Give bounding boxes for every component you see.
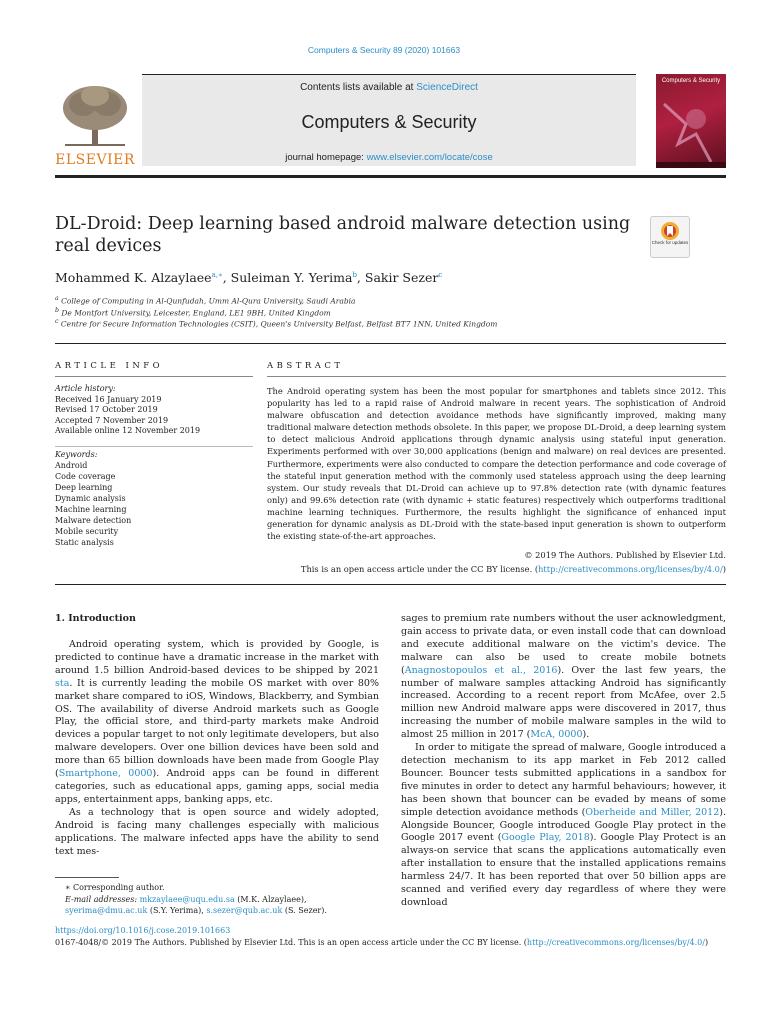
section-rule <box>55 584 726 585</box>
email-link[interactable]: mkzaylaee@uqu.edu.sa <box>139 894 235 904</box>
history-item: Revised 17 October 2019 <box>55 405 158 414</box>
article-history <box>55 384 255 437</box>
author-affiliation-mark[interactable]: b <box>352 270 357 279</box>
footnote-rule <box>55 877 119 878</box>
article-title: DL-Droid: Deep learning based android malware detection using real devices <box>55 214 631 256</box>
affiliation-text: De Montfort University, Leicester, England, LE1 9BH, United Kingdom <box>61 308 331 318</box>
keyword: Static analysis <box>55 538 114 547</box>
keyword: Code coverage <box>55 472 116 481</box>
email-owner: (S.Y. Yerima), <box>147 906 207 915</box>
header-top-rule <box>142 74 636 75</box>
citation-link[interactable]: McA, 0000 <box>530 729 583 741</box>
history-item: Available online 12 November 2019 <box>55 426 201 435</box>
text-run: ). Google Play Protect is an always-on service that scans the applications automatically even after installation to ensure that the installed applications remains harmless 24/7. It has been reported that over 50 billion apps are scanned and verified every day regardless of where they were download <box>401 832 726 908</box>
email-link[interactable]: s.sezer@qub.ac.uk <box>206 906 283 915</box>
publisher-name: ELSEVIER <box>55 152 135 168</box>
header-bottom-rule <box>55 175 726 178</box>
affiliation-text: College of Computing in Al-Qunfudah, Umm Al-Qura University, Saudi Arabia <box>61 296 356 306</box>
email-owner: (S. Sezer). <box>282 906 327 915</box>
journal-cover-image[interactable] <box>656 74 726 168</box>
cc-license-link[interactable]: http://creativecommons.org/licenses/by/4.0/ <box>538 564 723 574</box>
article-info-rule <box>55 376 253 377</box>
keyword: Mobile security <box>55 527 119 536</box>
history-item: Received 16 January 2019 <box>55 394 162 404</box>
doi-link[interactable]: https://doi.org/10.1016/j.cose.2019.101663 <box>55 926 231 935</box>
oa-prefix: This is an open access article under the CC BY license. ( <box>300 564 539 574</box>
abstract-heading: ABSTRACT <box>267 361 344 371</box>
keywords-label: Keywords: <box>55 450 98 459</box>
affiliation-mark: c <box>55 318 59 325</box>
keywords-rule <box>55 446 253 447</box>
author-name: Suleiman Y. Yerima <box>230 270 353 285</box>
affiliation <box>55 307 331 318</box>
citation-link[interactable]: Anagnostopoulos et al., 2016 <box>404 664 558 676</box>
text-run: . It is currently leading the mobile OS market with over 80% market share compared to iOS, Windows, Blackberry, and Symbian OS. The availability of diverse Android markets such as Google Play, the official store, and third-party markets make Android devices a popular target to not only legitimate developers, but also malware developers. Over one billion devices have been sold and more than 65 billion downloads have been made from Google Play ( <box>55 677 379 780</box>
body-paragraph <box>401 613 726 742</box>
elsevier-tree-icon <box>55 80 135 150</box>
affiliation <box>55 295 356 306</box>
homepage-prefix: journal homepage: <box>285 152 367 163</box>
sciencedirect-link[interactable]: ScienceDirect <box>416 82 478 93</box>
email-label: E-mail addresses: <box>65 894 140 904</box>
body-paragraph: As a technology that is open source and widely adopted, Android is facing many challenges especially with malicious applications. The malware infected apps have the ability to send text mes- <box>55 806 379 857</box>
body-column-left <box>55 639 379 858</box>
citation-link[interactable]: sta <box>55 677 70 689</box>
issn-license-line <box>55 938 755 947</box>
author-name: Sakir Sezer <box>364 270 439 285</box>
citation-link[interactable]: Smartphone, 0000 <box>58 768 153 780</box>
section-rule <box>55 343 726 344</box>
keywords-list <box>55 449 255 548</box>
abstract-rule <box>267 376 726 377</box>
cc-license-link[interactable]: http://creativecommons.org/licenses/by/4.0/ <box>526 938 705 947</box>
open-access-notice <box>267 564 726 574</box>
article-info-heading: ARTICLE INFO <box>55 361 164 371</box>
citation-link[interactable]: Google Play, 2018 <box>501 832 590 844</box>
issn-suffix: ) <box>704 938 709 947</box>
journal-title: Computers & Security <box>301 112 477 132</box>
corresponding-author-note: ∗ Corresponding author. <box>65 883 165 892</box>
keyword: Machine learning <box>55 505 127 514</box>
author-affiliation-mark[interactable]: c <box>438 270 443 279</box>
issn-text: 0167-4048/© 2019 The Authors. Published by Elsevier Ltd. This is an open access article under the CC BY license. ( <box>55 938 527 947</box>
contents-prefix: Contents lists available at <box>300 82 417 93</box>
text-run: In order to mitigate the spread of malware, Google introduced a detection mechanism to its app market in Feb 2012 called Bouncer. Bouncer tests submitted applications in a sandbox for five minutes in order to detect any harmful behaviours; however, it has been shown that bouncer can be evaded by means of some simple detection avoidance methods ( <box>401 742 726 818</box>
text-run: sages to premium rate numbers without the user acknowledgment, gain access to private data, or even install code that can download and execute additional malware on the victim's device. The malware can also be used to create mobile botnets ( <box>401 613 726 676</box>
keyword: Dynamic analysis <box>55 494 126 503</box>
introduction-heading: 1. Introduction <box>55 613 136 624</box>
cover-artwork-icon <box>656 74 726 168</box>
journal-reference-link[interactable]: Computers & Security 89 (2020) 101663 <box>307 45 461 55</box>
author-list: Mohammed K. Alzaylaee$^{a,∗}$, Suleiman Y. Yerima$^b$, Sakir Sezer$^c$ <box>55 270 443 285</box>
author-name: Mohammed K. Alzaylaee <box>55 270 212 285</box>
copyright-notice: © 2019 The Authors. Published by Elsevier Ltd. <box>524 550 726 560</box>
affiliation <box>55 318 497 329</box>
body-column-right <box>401 613 726 910</box>
body-paragraph <box>401 742 726 910</box>
keyword: Malware detection <box>55 516 132 525</box>
keyword: Android <box>55 461 88 470</box>
abstract-body: The Android operating system has been the most popular for smartphones and tablets since 2012. This popularity has led to a rapid raise of Android malware in recent years. The sophistication of Android malware obfuscation and detection avoidance methods have significantly improved, making many traditional malware detection methods obsolete. In this paper, we propose DL-Droid, a deep learning system to detect malicious Android applications through dynamic analysis using stateful input generation. Experiments performed with over 30,000 applications (benign and malware) on real devices are presented. Furthermore, experiments were also conducted to compare the detection performance and code coverage of the stateful input generation method with the commonly used stateless approach using the deep learning system. Our study reveals that DL-Droid can achieve up to 97.8% detection rate (with dynamic features only) and 99.6% detection rate (with dynamic + static features) respectively which outperforms traditional machine learning techniques. Furthermore, the results highlight the significance of enhanced input generation for dynamic analysis as DL-Droid with the state-based input generation is shown to outperform the existing state-of-the-art approaches. <box>267 386 726 542</box>
keyword: Deep learning <box>55 483 113 492</box>
body-paragraph <box>55 639 379 807</box>
text-run: Android operating system, which is provided by Google, is predicted to continue have a dramatic increase in the market with around 1.5 billion Android-based devices to be shipped by 2021 <box>55 639 379 676</box>
contents-available-line <box>142 82 636 93</box>
citation-link[interactable]: Oberheide and Miller, 2012 <box>585 806 720 818</box>
check-for-updates-button[interactable] <box>650 216 690 258</box>
journal-homepage-line <box>142 152 636 163</box>
text-run: ). <box>582 729 590 741</box>
oa-suffix: ) <box>722 564 726 574</box>
footnotes <box>55 882 385 917</box>
email-owner: (M.K. Alzaylaee), <box>234 894 307 904</box>
affiliation-mark: a <box>55 295 59 302</box>
email-link[interactable]: syerima@dmu.ac.uk <box>65 906 148 915</box>
affiliation-mark: b <box>55 307 60 314</box>
affiliation-text: Centre for Secure Information Technologies (CSIT), Queen's University Belfast, Belfast BT7 1NN, United Kingdom <box>60 319 498 329</box>
cover-title: Computers & Security <box>661 78 721 84</box>
author-affiliation-mark[interactable]: a,∗ <box>211 270 223 279</box>
email-addresses <box>55 894 385 917</box>
text-run: ). Alongside Bouncer, Google introduced Google Play protect in the Google 2017 event ( <box>401 806 726 844</box>
journal-homepage-link[interactable]: www.elsevier.com/locate/cose <box>366 152 493 163</box>
check-updates-label: Check for updates <box>651 240 689 245</box>
text-run: ). Over the last few years, the number of malware samples attacking Android has significantly increased. According to a recent report from McAfee, over 2.5 million new Android malware apps were discovered in 2017, thus increasing the number of mobile malware samples in the wild to almost 25 million in 2017 ( <box>401 664 726 741</box>
history-item: Accepted 7 November 2019 <box>55 415 169 425</box>
elsevier-logo <box>55 80 135 170</box>
text-run: ). Android apps can be found in different categories, such as educational apps, gaming apps, social media apps, entertainment apps, banking apps, etc. <box>55 768 379 805</box>
history-label: Article history: <box>55 384 116 393</box>
